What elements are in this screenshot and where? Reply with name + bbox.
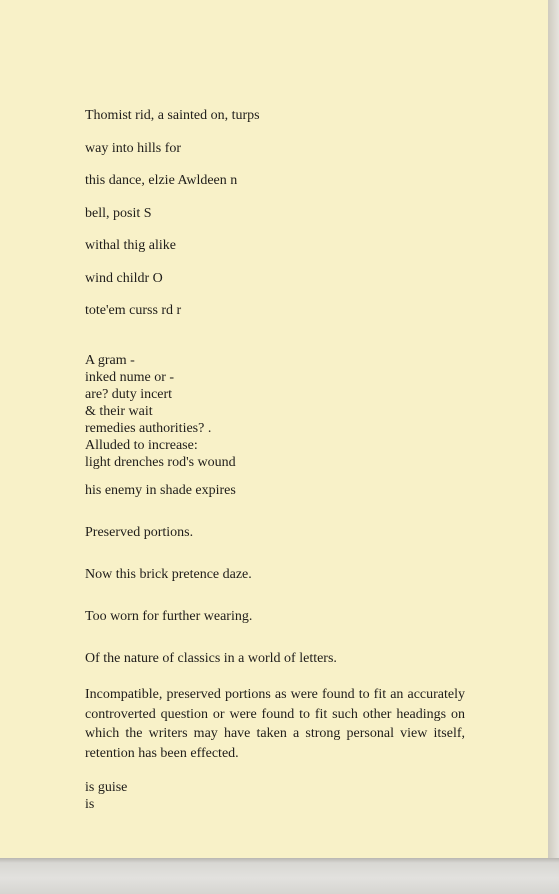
poem-text (85, 106, 465, 813)
line-preserved: Preserved portions. (85, 525, 194, 540)
stanza-1-line: wind childr O (85, 270, 163, 286)
stanza-1-line: bell, posit S (85, 205, 152, 221)
stanza-2-line: are? duty incert (85, 387, 173, 402)
stanza-1-line: this dance, elzie Awldeen n (85, 173, 238, 188)
stanza-2-line: remedies authorities? . (85, 421, 212, 436)
line-worn: Too worn for further wearing. (85, 609, 253, 624)
stanza-2-line: inked nume or - (85, 370, 175, 385)
prose-paragraph: Incompatible, preserved portions as were found to fit an accurately controverted question or were found to fit such other headings on which the writers may have taken a strong personal view itself, retention has been effected. (85, 687, 465, 761)
stanza-1-line: way into hills for (85, 140, 182, 156)
closing-line: is guise (85, 780, 128, 795)
stanza-2-line: Alluded to increase: (85, 438, 198, 453)
page-edge-right (548, 0, 559, 858)
line-enemy: his enemy in shade expires (85, 483, 236, 498)
stanza-1-line: Thomist rid, a sainted on, turps (85, 108, 260, 123)
stanza-2 (85, 352, 465, 471)
line-classics: Of the nature of classics in a world of letters. (85, 651, 337, 666)
closing-line: is (85, 797, 95, 812)
stanza-2-line: light drenches rod's wound (85, 455, 236, 470)
stanza-1 (85, 106, 465, 321)
stanza-2-line: A gram - (85, 353, 135, 368)
line-brick: Now this brick pretence daze. (85, 567, 252, 582)
page-edge-bottom (0, 858, 559, 894)
stanza-1-line: tote'em curss rd r (85, 303, 182, 318)
stanza-1-line: withal thig alike (85, 238, 176, 253)
stanza-2-line: & their wait (85, 404, 153, 419)
closing-lines (85, 779, 465, 813)
